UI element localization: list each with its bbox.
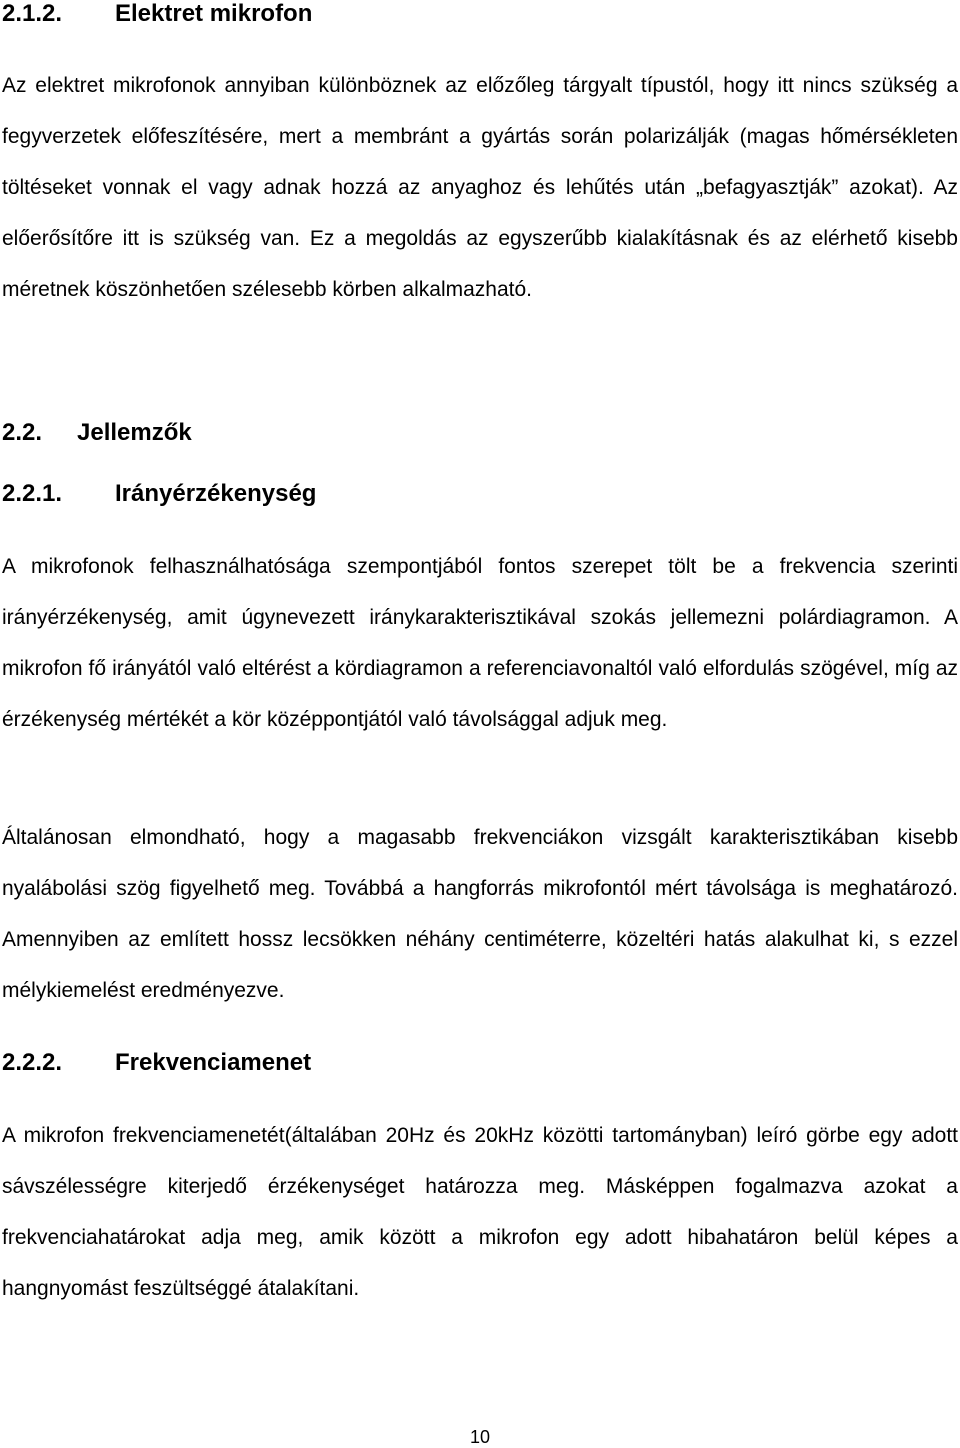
section-title: Elektret mikrofon [115,0,313,27]
section-number: 2.2.2. [2,1049,63,1076]
section-title: Frekvenciamenet [115,1049,312,1076]
section-number: 2.2. [2,419,43,446]
paragraph-iranyerzekenyseg: A mikrofonok felhasználhatósága szempontjából fontos szerepet tölt be a frekvencia szerinti irányérzékenység, amit úgynevezett iránykarakterisztikával szokás jellemezni polárdiagramon. A mikrofon fő irányától való eltérést a kördiagramon a referenciavonaltól való elfordulás szögével, míg az érzékenység mértékét a kör középpontjától való távolsággal adjuk meg. [2,555,958,731]
section-heading-jellemzok [2,419,192,447]
paragraph-elektret: Az elektret mikrofonok annyiban különböznek az előzőleg tárgyalt típustól, hogy itt nincs szükség a fegyverzetek előfeszítésére, mert a membránt a gyártás során polarizálják (magas hőmérsékleten töltéseket vonnak el vagy adnak hozzá az anyaghoz és lehűtés után „befagyasztják” azokat). Az előerősítőre itt is szükség van. Ez a megoldás az egyszerűbb kialakításnak és az elérhető kisebb méretnek köszönhetően szélesebb körben alkalmazható. [2,74,958,301]
section-heading-iranyerzekenyseg [2,480,316,508]
paragraph-frekvenciamenet: A mikrofon frekvenciamenetét(általában 20Hz és 20kHz közötti tartományban) leíró görbe egy adott sávszélességre kiterjedő érzékenységet határozza meg. Másképpen fogalmazva azokat a frekvenciahatárokat adja meg, amik között a mikrofon egy adott hibahatáron belül képes a hangnyomást feszültséggé átalakítani. [2,1124,958,1300]
page-number: 10 [469,1427,491,1447]
section-number: 2.2.1. [2,480,63,507]
section-number: 2.1.2. [2,0,63,27]
section-heading-frekvenciamenet [2,1049,311,1077]
section-heading-elektret-mikrofon [2,0,312,28]
paragraph-altalanosan: Általánosan elmondható, hogy a magasabb frekvenciákon vizsgált karakterisztikában kisebb nyalábolási szög figyelhető meg. Továbbá a hangforrás mikrofontól mért távolsága is meghatározó. Amennyiben az említett hossz lecsökken néhány centiméterre, közeltéri hatás alakulhat ki, s ezzel mélykiemelést eredményezve. [2,826,958,1002]
section-title: Jellemzők [77,419,192,446]
section-title: Irányérzékenység [115,480,317,507]
